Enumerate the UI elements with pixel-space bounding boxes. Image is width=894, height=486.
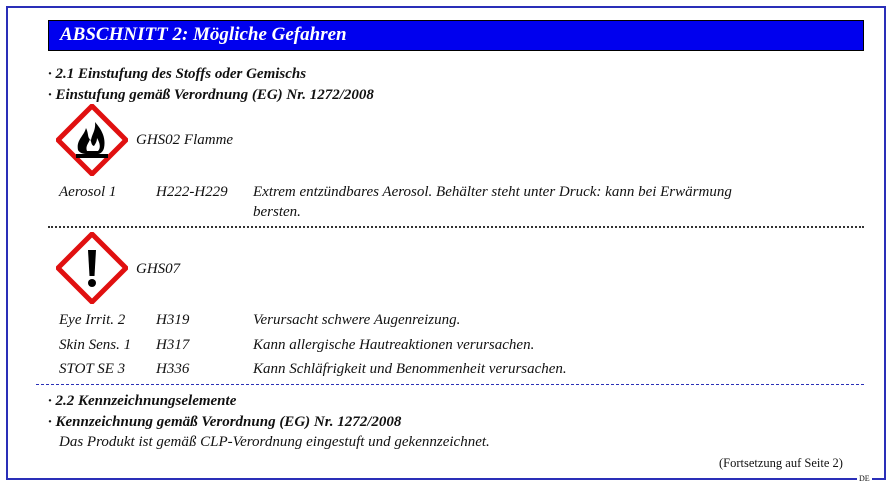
classification-heading: · Einstufung gemäß Verordnung (EG) Nr. 1272/2008: [48, 87, 374, 103]
hazard-category: Eye Irrit. 2: [59, 312, 126, 328]
section-title: ABSCHNITT 2: Mögliche Gefahren: [60, 24, 347, 45]
hazard-category: Aerosol 1: [59, 184, 117, 200]
hazard-code: H319: [156, 312, 190, 328]
hazard-category: Skin Sens. 1: [59, 337, 132, 353]
subsection-2-2-heading: · 2.2 Kennzeichnungselemente: [48, 393, 237, 409]
hazard-statement: Kann allergische Hautreaktionen verursachen.: [253, 337, 535, 353]
hazard-statement-continued: bersten.: [253, 204, 301, 220]
hazard-statement: Kann Schläfrigkeit und Benommenheit verursachen.: [253, 361, 567, 377]
labelling-statement: Das Produkt ist gemäß CLP-Verordnung eingestuft und gekennzeichnet.: [59, 434, 490, 450]
hazard-statement: Extrem entzündbares Aerosol. Behälter steht unter Druck: kann bei Erwärmung: [253, 184, 732, 200]
hazard-statement: Verursacht schwere Augenreizung.: [253, 312, 461, 328]
labelling-heading: · Kennzeichnung gemäß Verordnung (EG) Nr. 1272/2008: [48, 414, 402, 430]
continuation-note: (Fortsetzung auf Seite 2): [719, 456, 843, 470]
hazard-code: H336: [156, 361, 190, 377]
ghs07-label: GHS07: [136, 261, 181, 277]
dashed-divider: [36, 384, 864, 385]
language-tag: DE: [859, 474, 870, 483]
hazard-category: STOT SE 3: [59, 361, 126, 377]
ghs02-label: GHS02 Flamme: [136, 132, 234, 148]
hazard-code: H222-H229: [156, 184, 228, 200]
dotted-divider: [48, 226, 864, 228]
subsection-2-1-heading: · 2.1 Einstufung des Stoffs oder Gemischs: [48, 66, 307, 82]
flame-icon: [56, 104, 128, 176]
exclamation-mark-icon: [56, 232, 128, 304]
hazard-code: H317: [156, 337, 190, 353]
